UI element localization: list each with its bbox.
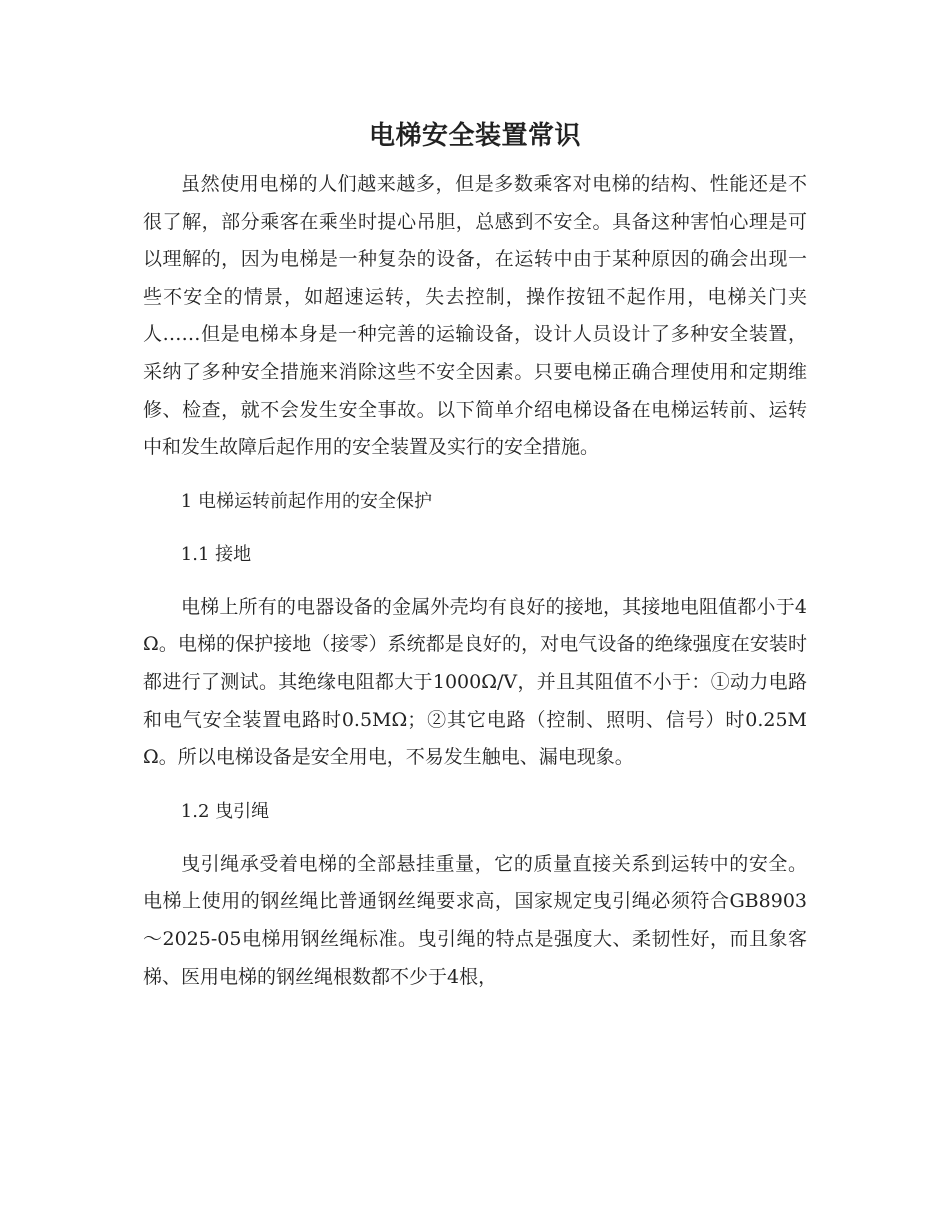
- intro-paragraph: 虽然使用电梯的人们越来越多，但是多数乘客对电梯的结构、性能还是不很了解，部分乘客在乘坐时提心吊胆，总感到不安全。具备这种害怕心理是可以理解的，因为电梯是一种复杂的设备，在运转中由于某种原因的确会出现一些不安全的情景，如超速运转，失去控制，操作按钮不起作用，电梯关门夹人……但是电梯本身是一种完善的运输设备，设计人员设计了多种安全装置，采纳了多种安全措施来消除这些不安全因素。只要电梯正确合理使用和定期维修、检查，就不会发生安全事故。以下简单介绍电梯设备在电梯运转前、运转中和发生故障后起作用的安全装置及实行的安全措施。: [143, 173, 807, 459]
- document-title: 电梯安全装置常识: [368, 121, 581, 151]
- subsection-heading-1-1: 1.1 接地: [180, 543, 252, 565]
- section-heading-1: 1 电梯运转前起作用的安全保护: [180, 490, 432, 512]
- subsection-heading-1-2: 1.2 曳引绳: [180, 800, 270, 822]
- hoist-rope-paragraph: 曳引绳承受着电梯的全部悬挂重量，它的质量直接关系到运转中的安全。电梯上使用的钢丝绳比普通钢丝绳要求高，国家规定曳引绳必须符合GB8903～2025-05电梯用钢丝绳标准。曳引绳的特点是强度大、柔韧性好，而且象客梯、医用电梯的钢丝绳根数都不少于4根，: [143, 852, 807, 988]
- grounding-paragraph: 电梯上所有的电器设备的金属外壳均有良好的接地，其接地电阻值都小于4Ω。电梯的保护接地（接零）系统都是良好的，对电气设备的绝缘强度在安装时都进行了测试。其绝缘电阻都大于1000Ω/V，并且其阻值不小于：①动力电路和电气安全装置电路时0.5MΩ；②其它电路（控制、照明、信号）时0.25MΩ。所以电梯设备是安全用电，不易发生触电、漏电现象。: [143, 595, 807, 769]
